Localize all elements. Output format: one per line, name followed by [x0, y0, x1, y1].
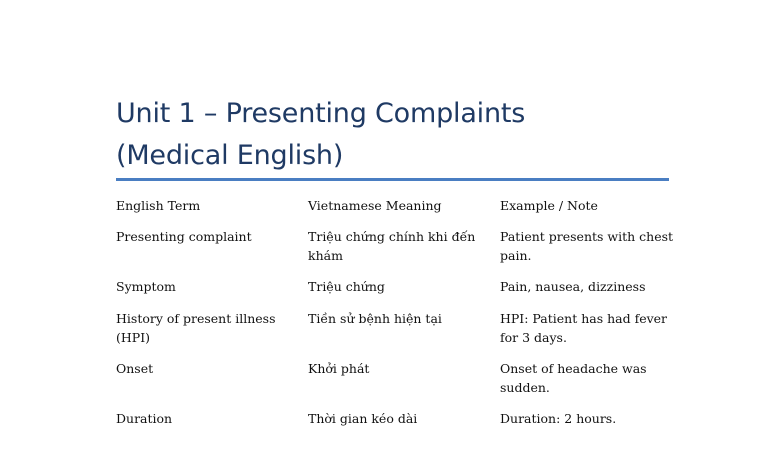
- cell-english-term: Symptom: [116, 279, 176, 294]
- page-title: [116, 93, 676, 177]
- cell-english-term: Duration: [116, 411, 173, 426]
- cell-example-note: Patient presents with chest pain.: [500, 229, 674, 263]
- cell-vietnamese-meaning: Tiền sử bệnh hiện tại: [308, 311, 442, 326]
- column-header-vietnamese-meaning: Vietnamese Meaning: [308, 198, 442, 213]
- title-line-2: (Medical English): [116, 140, 344, 171]
- column-header-example-note: Example / Note: [500, 198, 598, 213]
- table-row: [116, 359, 676, 409]
- vocabulary-table: [116, 196, 676, 459]
- cell-vietnamese-meaning: Triệu chứng: [308, 279, 385, 294]
- table-row: [116, 309, 676, 359]
- table-row: [116, 409, 676, 459]
- column-header-english-term: English Term: [116, 198, 201, 213]
- cell-example-note: Onset of headache was sudden.: [500, 361, 647, 395]
- cell-example-note: Duration: 2 hours.: [500, 411, 617, 426]
- cell-english-term: Presenting complaint: [116, 229, 252, 244]
- cell-example-note: Pain, nausea, dizziness: [500, 279, 646, 294]
- cell-vietnamese-meaning: Khởi phát: [308, 361, 370, 376]
- title-underline: [116, 178, 669, 181]
- table-header-row: [116, 196, 676, 227]
- table-row: [116, 277, 676, 309]
- cell-vietnamese-meaning: Triệu chứng chính khi đến khám: [308, 229, 476, 263]
- cell-english-term: Onset: [116, 361, 154, 376]
- cell-example-note: HPI: Patient has had fever for 3 days.: [500, 311, 668, 345]
- table-row: [116, 227, 676, 277]
- cell-vietnamese-meaning: Thời gian kéo dài: [308, 411, 418, 426]
- cell-english-term: History of present illness (HPI): [116, 311, 276, 345]
- title-line-1: Unit 1 – Presenting Complaints: [116, 98, 526, 129]
